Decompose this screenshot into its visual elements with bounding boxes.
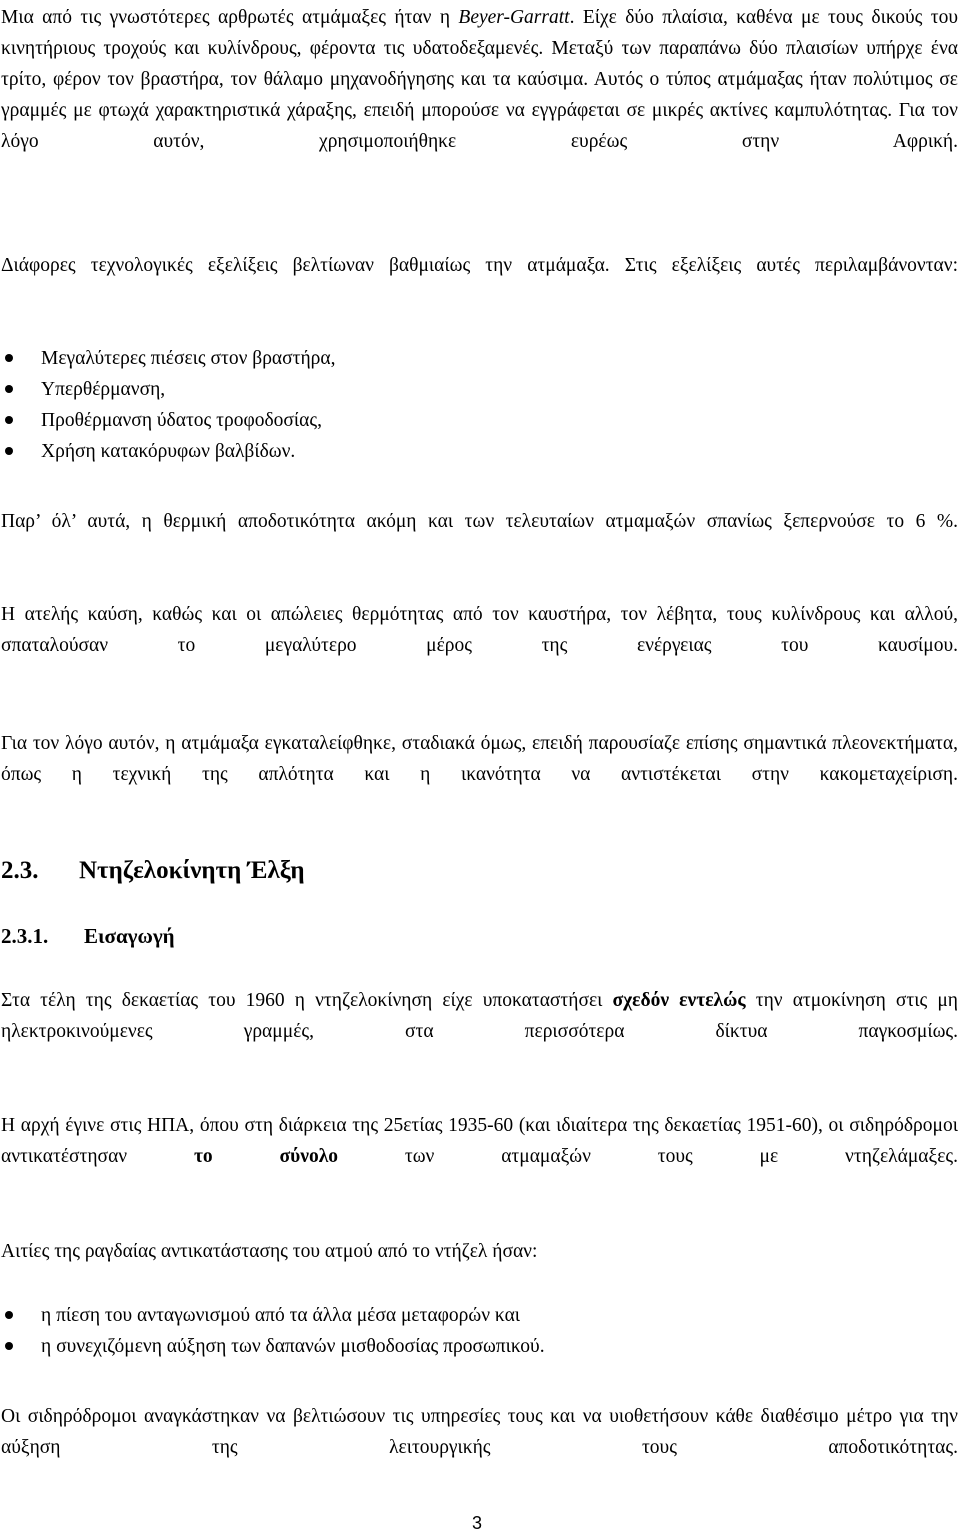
bullet-icon (5, 447, 13, 455)
page-number: 3 (472, 1513, 483, 1533)
bold-term: το σύνολο (193, 1146, 339, 1167)
list-item: Μεγαλύτερες πιέσεις στον βραστήρα, (1, 343, 941, 374)
section-heading (1, 853, 305, 889)
text-run: . Είχε δύο πλαίσια, καθένα με τους δικούς του κινητήριους τροχούς και κυλίνδρους, φέροντα τις υδατοδεξαμενές. Μεταξύ των παραπάνω δύο πλαισίων υπήρχε ένα τρίτο, φέρον τον βραστήρα, τον θάλαμο μηχανοδήγησης και τα καύσιμα. Αυτός ο τύπος ατμάμαξας ήταν πολύτιμος σε γραμμές με φτωχά χαρακτηριστικά χάραξης, επειδή μπορούσε να εγγράφεται σε μικρές ακτίνες καμπυλότητας. Για τον λόγο αυτόν, χρησιμοποιήθηκε ευρέως στην Αφρική. (1, 7, 958, 152)
text-run: Στα τέλη της δεκαετίας του 1960 η ντηζελοκίνηση είχε υποκαταστήσει (1, 990, 613, 1011)
bullet-icon (5, 1311, 13, 1319)
list-item: η συνεχιζόμενη αύξηση των δαπανών μισθοδοσίας προσωπικού. (1, 1331, 941, 1362)
improvements-list (1, 343, 941, 467)
text-run: την ατμοκίνηση στις μη ηλεκτροκινούμενες γραμμές, στα περισσότερα δίκτυα παγκοσμίως. (1, 990, 958, 1042)
paragraph-beyer-garratt (1, 2, 958, 157)
list-item: Χρήση κατακόρυφων βαλβίδων. (1, 436, 941, 467)
subsection-heading (1, 921, 175, 952)
subsection-title: Εισαγωγή (84, 924, 175, 948)
paragraph-usa-origin (1, 1110, 958, 1172)
paragraph-energy-losses: Η ατελής καύση, καθώς και οι απώλειες θερμότητας από τον καυστήρα, τον λέβητα, τους κυλίνδρους και αλλού, σπαταλούσαν το μεγαλύτερο μέρος της ενέργειας του καυσίμου. (1, 604, 958, 656)
bullet-icon (5, 354, 13, 362)
paragraph-causes-intro: Αιτίες της ραγδαίας αντικατάστασης του ατμού από το ντήζελ ήσαν: (1, 1241, 538, 1262)
causes-list (1, 1300, 941, 1362)
list-item: Υπερθέρμανση, (1, 374, 941, 405)
bullet-icon (5, 385, 13, 393)
italic-term: Beyer-Garratt (458, 7, 570, 28)
bullet-icon (5, 1342, 13, 1350)
paragraph-thermal-efficiency: Παρ’ όλ’ αυτά, η θερμική αποδοτικότητα ακόμη και των τελευταίων ατμαμαξών σπανίως ξεπερνούσε το 6 %. (1, 511, 958, 532)
paragraph-railway-improvements: Οι σιδηρόδρομοι αναγκάστηκαν να βελτιώσουν τις υπηρεσίες τους και να υιοθετήσουν κάθε διαθέσιμο μέτρο για την αύξηση της λειτουργικής τους αποδοτικότητας. (1, 1406, 958, 1458)
bullet-icon (5, 416, 13, 424)
bold-term: σχεδόν εντελώς (612, 990, 746, 1011)
paragraph-abandonment: Για τον λόγο αυτόν, η ατμάμαξα εγκαταλείφθηκε, σταδιακά όμως, επειδή παρουσίαζε επίσης σημαντικά πλεονεκτήματα, όπως η τεχνική της απλότητα και η ικανότητα να αντιστέκεται στην κακομεταχείριση. (1, 733, 958, 785)
text-run: Η αρχή έγινε στις ΗΠΑ, όπου στη διάρκεια της 25ετίας 1935-60 (και ιδιαίτερα της δεκαετίας 1951-60), οι σιδηρόδρομοι αντικατέστησαν (1, 1115, 958, 1167)
section-number: 2.3. (1, 857, 39, 884)
list-item: η πίεση του ανταγωνισμού από τα άλλα μέσα μεταφορών και (1, 1300, 941, 1331)
paragraph-improvements-intro: Διάφορες τεχνολογικές εξελίξεις βελτίωναν βαθμιαίως την ατμάμαξα. Στις εξελίξεις αυτές περιλαμβάνονταν: (1, 255, 958, 276)
list-item: Προθέρμανση ύδατος τροφοδοσίας, (1, 405, 941, 436)
section-title: Ντηζελοκίνητη Έλξη (79, 857, 305, 884)
text-run: Μια από τις γνωστότερες αρθρωτές ατμάμαξες ήταν η (1, 7, 459, 28)
paragraph-diesel-replacement (1, 985, 958, 1047)
text-run: των ατμαμαξών τους με ντηζελάμαξες. (338, 1146, 958, 1167)
subsection-number: 2.3.1. (1, 924, 49, 948)
